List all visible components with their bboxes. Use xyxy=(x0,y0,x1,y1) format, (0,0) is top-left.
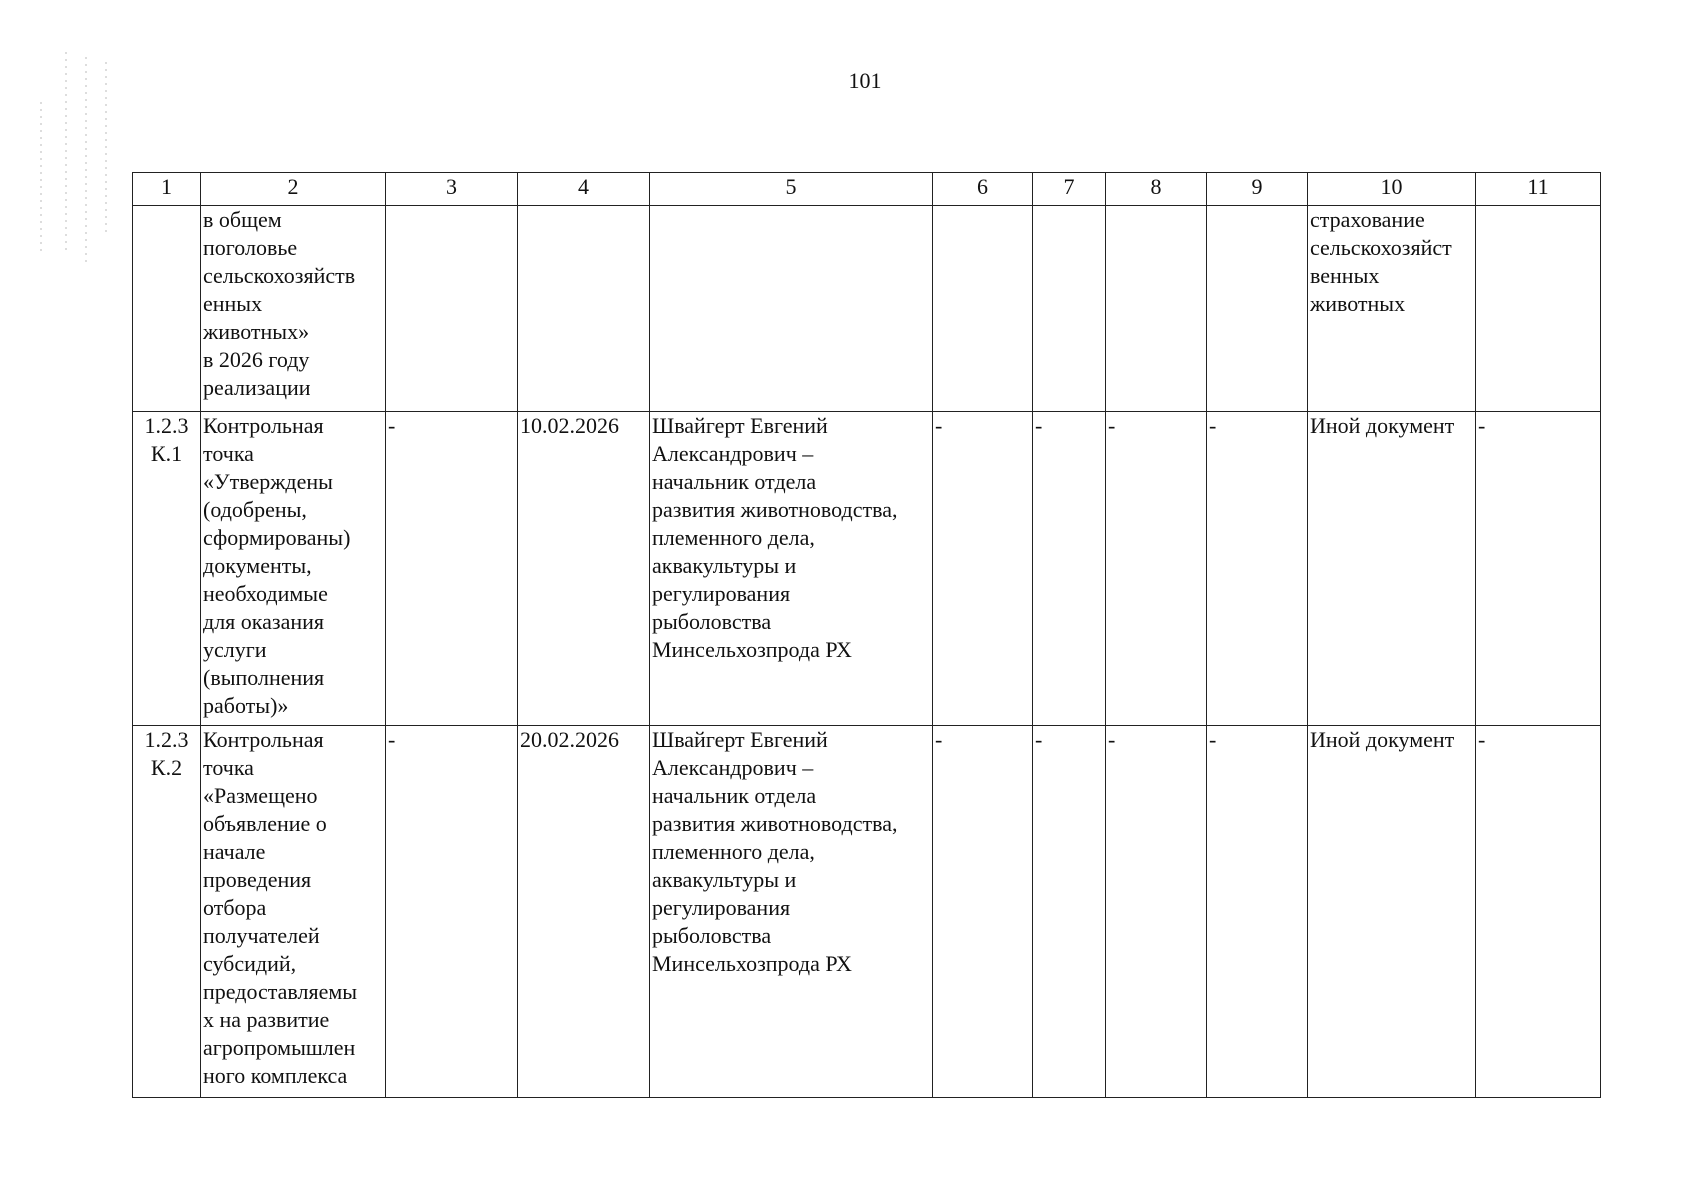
cell-col7 xyxy=(1033,206,1106,412)
cell-col6: - xyxy=(933,412,1033,726)
cell-col6 xyxy=(933,206,1033,412)
header-row xyxy=(133,173,1601,206)
event-name: Контрольная точка «Утверждены (одобрены, сформированы) документы, необходимые для оказания услуги (выполнения работы)» xyxy=(201,412,386,726)
cell-col7: - xyxy=(1033,726,1106,1098)
responsible-person: Швайгерт Евгений Александрович – начальник отдела развития животноводства, племенного дела, аквакультуры и регулирования рыболовства Минсельхозпрода РХ xyxy=(650,726,933,1098)
column-header-8: 8 xyxy=(1106,173,1207,206)
cell-col7: - xyxy=(1033,412,1106,726)
document-type: страхование сельскохозяйст венных животных xyxy=(1308,206,1476,412)
column-header-3: 3 xyxy=(386,173,518,206)
row-number: 1.2.3 К.1 xyxy=(133,412,201,726)
cell-col11: - xyxy=(1476,726,1601,1098)
responsible-person xyxy=(650,206,933,412)
row-number: 1.2.3 К.2 xyxy=(133,726,201,1098)
column-header-5: 5 xyxy=(650,173,933,206)
responsible-person: Швайгерт Евгений Александрович – начальник отдела развития животноводства, племенного дела, аквакультуры и регулирования рыболовства Минсельхозпрода РХ xyxy=(650,412,933,726)
cell-col9: - xyxy=(1207,412,1308,726)
document-type: Иной документ xyxy=(1308,412,1476,726)
program-table xyxy=(132,172,1601,1098)
cell-col6: - xyxy=(933,726,1033,1098)
row-number xyxy=(133,206,201,412)
table-row xyxy=(133,412,1601,726)
cell-col9 xyxy=(1207,206,1308,412)
cell-col3 xyxy=(386,206,518,412)
column-header-7: 7 xyxy=(1033,173,1106,206)
table-row xyxy=(133,206,1601,412)
cell-col3: - xyxy=(386,726,518,1098)
cell-col11: - xyxy=(1476,412,1601,726)
scan-artifact-marks xyxy=(36,52,116,272)
cell-col8: - xyxy=(1106,412,1207,726)
date-cell: 10.02.2026 xyxy=(518,412,650,726)
document-type: Иной документ xyxy=(1308,726,1476,1098)
cell-col8 xyxy=(1106,206,1207,412)
column-header-10: 10 xyxy=(1308,173,1476,206)
date-cell xyxy=(518,206,650,412)
column-header-2: 2 xyxy=(201,173,386,206)
page-number: 101 xyxy=(848,68,882,93)
cell-col3: - xyxy=(386,412,518,726)
column-header-6: 6 xyxy=(933,173,1033,206)
column-header-4: 4 xyxy=(518,173,650,206)
column-header-11: 11 xyxy=(1476,173,1601,206)
column-header-9: 9 xyxy=(1207,173,1308,206)
cell-col11 xyxy=(1476,206,1601,412)
cell-col8: - xyxy=(1106,726,1207,1098)
event-name: Контрольная точка «Размещено объявление о начале проведения отбора получателей субсидий, предоставляемы х на развитие агропромышлен ного комплекса xyxy=(201,726,386,1098)
event-name: в общем поголовье сельскохозяйств енных животных» в 2026 году реализации xyxy=(201,206,386,412)
table-row xyxy=(133,726,1601,1098)
cell-col9: - xyxy=(1207,726,1308,1098)
date-cell: 20.02.2026 xyxy=(518,726,650,1098)
column-header-1: 1 xyxy=(133,173,201,206)
